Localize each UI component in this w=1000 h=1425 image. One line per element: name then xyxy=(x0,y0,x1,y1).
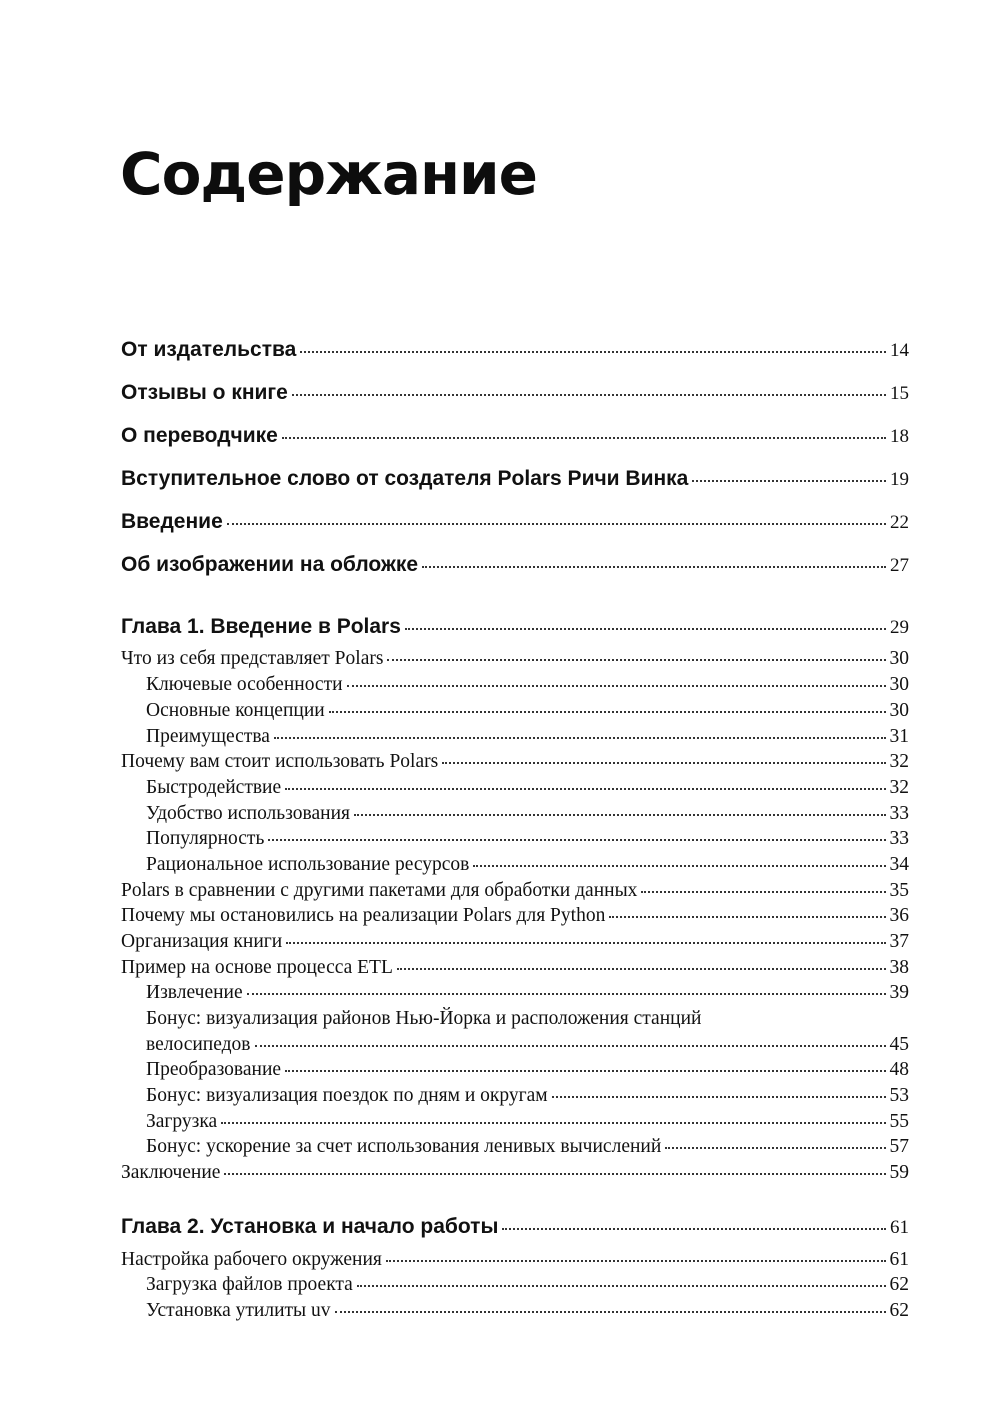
toc-entry-title: Преобразование xyxy=(146,1059,282,1080)
dot-leader xyxy=(247,993,886,995)
toc-section-entry[interactable] xyxy=(0,957,1000,979)
dot-leader xyxy=(224,1173,885,1175)
toc-entry-title: Установка утилиты uv xyxy=(146,1300,331,1321)
toc-page-number: 18 xyxy=(890,426,909,447)
toc-entry-title: Рациональное использование ресурсов xyxy=(146,854,470,875)
toc-section-entry[interactable] xyxy=(0,905,1000,927)
dot-leader xyxy=(422,566,886,568)
toc-page-number: 32 xyxy=(889,751,909,772)
toc-page-number: 29 xyxy=(890,617,909,638)
toc-front-entry[interactable] xyxy=(0,424,1000,448)
dot-leader xyxy=(397,968,886,970)
toc-entry-title: Polars в сравнении с другими пакетами для обработки данных xyxy=(121,880,638,901)
toc-chapter-heading[interactable] xyxy=(0,615,1000,639)
toc-page-number: 36 xyxy=(889,905,909,926)
toc-entry-title: велосипедов xyxy=(146,1034,251,1055)
toc-entry-title: Организация книги xyxy=(121,931,283,952)
dot-leader xyxy=(285,1070,885,1072)
dot-leader xyxy=(255,1045,886,1047)
toc-page-number: 59 xyxy=(889,1162,909,1183)
dot-leader xyxy=(285,788,885,790)
toc-page-number: 37 xyxy=(889,931,909,952)
toc-chapter-title: Глава 1. Введение в Polars xyxy=(121,615,401,638)
toc-page-number: 55 xyxy=(889,1111,909,1132)
toc-page-number: 38 xyxy=(889,957,909,978)
toc-subsection-entry[interactable] xyxy=(0,674,1000,696)
toc-front-entry[interactable] xyxy=(0,381,1000,405)
dot-leader xyxy=(442,762,885,764)
toc-entry-title: Загрузка файлов проекта xyxy=(146,1274,353,1295)
dot-leader xyxy=(386,1260,886,1262)
dot-leader xyxy=(357,1285,886,1287)
toc-page-number: 48 xyxy=(889,1059,909,1080)
toc-entry-title: Быстродействие xyxy=(146,777,282,798)
toc-page-number: 15 xyxy=(890,383,909,404)
toc-entry-title: Преимущества xyxy=(146,726,270,747)
dot-leader xyxy=(274,737,886,739)
toc-section-entry[interactable] xyxy=(0,1162,1000,1184)
toc-section-entry[interactable] xyxy=(0,1249,1000,1271)
toc-entry-title: Бонус: ускорение за счет использования ленивых вычислений xyxy=(146,1136,662,1157)
toc-entry-title: О переводчике xyxy=(121,424,278,447)
toc-entry-title: Заключение xyxy=(121,1162,221,1183)
toc-page-number: 33 xyxy=(889,828,909,849)
toc-entry-title: Ключевые особенности xyxy=(146,674,343,695)
toc-entry-title: Популярность xyxy=(146,828,265,849)
dot-leader xyxy=(347,685,886,687)
toc-subsection-entry[interactable] xyxy=(0,1111,1000,1133)
dot-leader xyxy=(286,942,885,944)
toc-page-number: 33 xyxy=(889,803,909,824)
toc-subsection-entry[interactable] xyxy=(0,1300,1000,1322)
toc-subsection-entry[interactable] xyxy=(0,1034,1000,1056)
toc-page-number: 45 xyxy=(889,1034,909,1055)
toc-subsection-entry[interactable] xyxy=(0,726,1000,748)
toc-page-number: 30 xyxy=(889,648,909,669)
toc-entry-title: Пример на основе процесса ETL xyxy=(121,957,393,978)
toc-section-entry[interactable] xyxy=(0,648,1000,670)
toc-page-number: 32 xyxy=(889,777,909,798)
toc-page-number: 31 xyxy=(889,726,909,747)
toc-page-number: 14 xyxy=(890,340,909,361)
toc-entry-title: Отзывы о книге xyxy=(121,381,288,404)
toc-page-number: 27 xyxy=(890,555,909,576)
dot-leader xyxy=(292,394,886,396)
toc-front-entry[interactable] xyxy=(0,510,1000,534)
toc-page-number: 35 xyxy=(889,880,909,901)
toc-subsection-entry[interactable] xyxy=(0,803,1000,825)
toc-page-number: 19 xyxy=(890,469,909,490)
toc-page-number: 39 xyxy=(889,982,909,1003)
dot-leader xyxy=(221,1122,885,1124)
toc-page-number: 34 xyxy=(889,854,909,875)
toc-entry-title: Загрузка xyxy=(146,1111,218,1132)
toc-entry-title: Почему вам стоит использовать Polars xyxy=(121,751,439,772)
dot-leader xyxy=(692,480,886,482)
toc-entry-title: От издательства xyxy=(121,338,297,361)
toc-chapter-title: Глава 2. Установка и начало работы xyxy=(121,1215,499,1238)
toc-page-number: 53 xyxy=(889,1085,909,1106)
toc-subsection-entry[interactable] xyxy=(0,1085,1000,1107)
toc-subsection-entry[interactable] xyxy=(0,777,1000,799)
dot-leader xyxy=(473,865,885,867)
dot-leader xyxy=(405,628,886,630)
toc-entry-title: Основные концепции xyxy=(146,700,325,721)
dot-leader xyxy=(300,351,886,353)
toc-entry-title: Введение xyxy=(121,510,223,533)
toc-front-entry[interactable] xyxy=(0,467,1000,491)
dot-leader xyxy=(268,839,885,841)
toc-entry-title: Что из себя представляет Polars xyxy=(121,648,384,669)
dot-leader xyxy=(502,1228,886,1230)
toc-subsection-entry[interactable] xyxy=(0,982,1000,1004)
toc-page-number: 30 xyxy=(889,674,909,695)
toc-front-entry[interactable] xyxy=(0,338,1000,362)
dot-leader xyxy=(665,1147,885,1149)
dot-leader xyxy=(227,523,886,525)
toc-chapter-heading[interactable] xyxy=(0,1215,1000,1239)
dot-leader xyxy=(641,891,885,893)
toc-entry-title: Удобство использования xyxy=(146,803,350,824)
toc-subsection-entry[interactable] xyxy=(0,1136,1000,1158)
toc-entry-title: Об изображении на обложке xyxy=(121,553,419,576)
toc-subsection-entry[interactable] xyxy=(0,828,1000,850)
toc-subsection-entry[interactable] xyxy=(0,1059,1000,1081)
toc-page-number: 61 xyxy=(890,1217,909,1238)
toc-page-number: 61 xyxy=(889,1249,909,1270)
toc-section-entry[interactable] xyxy=(0,751,1000,773)
toc-section-entry[interactable] xyxy=(0,880,1000,902)
dot-leader xyxy=(335,1311,886,1313)
toc-page-number: 22 xyxy=(890,512,909,533)
toc-entry-title: Вступительное слово от создателя Polars Ричи Винка xyxy=(121,467,689,490)
toc-page-number: 62 xyxy=(889,1274,909,1295)
dot-leader xyxy=(387,659,885,661)
dot-leader xyxy=(329,711,886,713)
toc-entry-title: Бонус: визуализация поездок по дням и округам xyxy=(146,1085,548,1106)
toc-entry-title: Почему мы остановились на реализации Polars для Python xyxy=(121,905,606,926)
dot-leader xyxy=(282,437,886,439)
toc-front-entry[interactable] xyxy=(0,553,1000,577)
page-title: Содержание xyxy=(120,140,538,208)
dot-leader xyxy=(609,916,885,918)
toc-entry-title: Извлечение xyxy=(146,982,243,1003)
toc-page-number: 57 xyxy=(889,1136,909,1157)
toc-page-number: 62 xyxy=(889,1300,909,1321)
toc-page-number: 30 xyxy=(889,700,909,721)
toc-entry-title: Настройка рабочего окружения xyxy=(121,1249,382,1270)
toc-subsection-entry[interactable] xyxy=(0,854,1000,876)
toc-section-entry[interactable] xyxy=(0,931,1000,953)
toc-subsection-entry[interactable] xyxy=(0,700,1000,722)
dot-leader xyxy=(354,814,886,816)
toc-subsection-entry[interactable] xyxy=(0,1274,1000,1296)
dot-leader xyxy=(552,1096,886,1098)
toc-entry-title-line1[interactable]: Бонус: визуализация районов Нью-Йорка и расположения станций xyxy=(146,1008,702,1029)
